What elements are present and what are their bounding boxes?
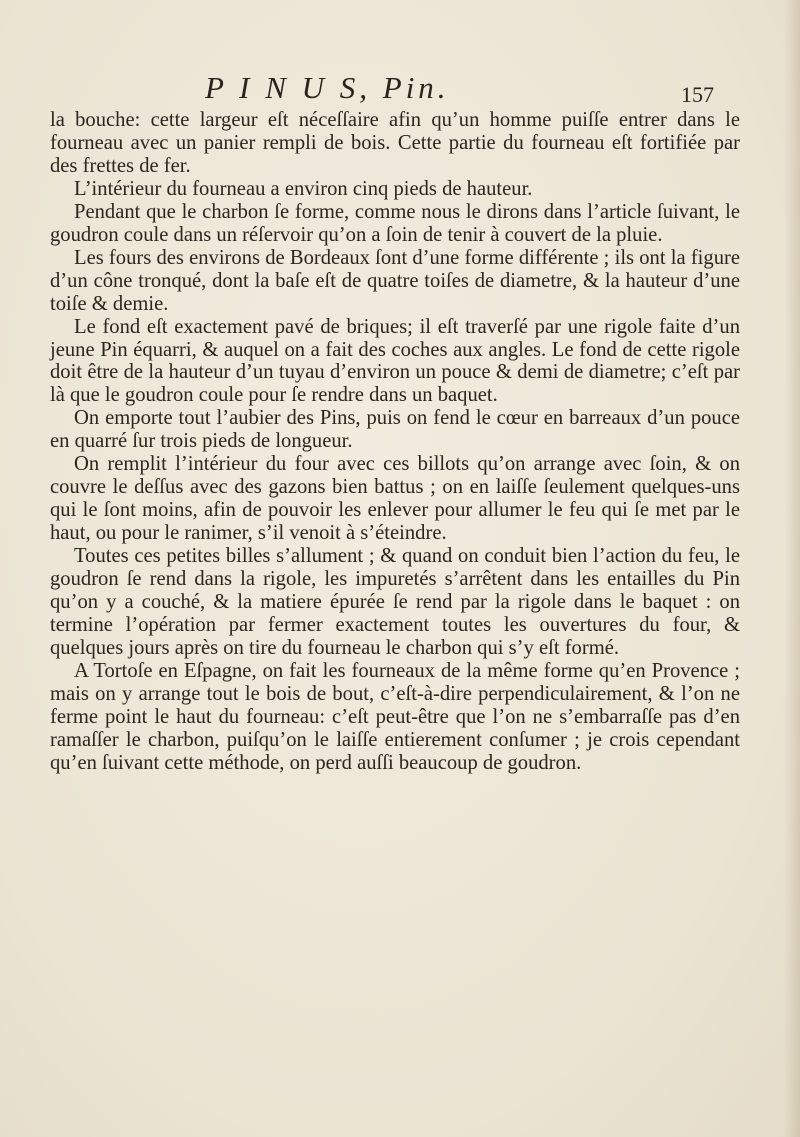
page-edge-shadow (784, 0, 800, 1137)
paragraph-continuation: la bouche: cette largeur eſt néceſſaire afin qu’un homme puiſſe entrer dans le fourneau avec un panier rempli de bois. Cette partie du fourneau eſt fortifiée par des frettes de fer. (50, 109, 740, 177)
paragraph-goudron-reservoir: Pendant que le charbon ſe forme, comme nous le dirons dans l’article ſuivant, le goudron coule dans un réſervoir qu’on a ſoin de tenir à couvert de la pluie. (50, 200, 740, 246)
page-number: 157 (681, 82, 714, 107)
page-header (100, 70, 720, 110)
paragraph-fond-rigole: Le fond eſt exactement pavé de briques; il eſt traverſé par une rigole faite d’un jeune Pin équarri, & auquel on a fait des coches aux angles. Le fond de cette rigole doit être de la hauteur d’un tuyau d’environ un pouce & demi de diametre; c’eſt par là que le goudron coule pour ſe rendre dans un baquet. (50, 315, 740, 407)
paragraph-aubier: On emporte tout l’aubier des Pins, puis on fend le cœur en barreaux d’un pouce en quarré ſur trois pieds de longueur. (50, 407, 740, 453)
paragraph-remplissage: On remplit l’intérieur du four avec ces billots qu’on arrange avec ſoin, & on couvre le deſſus avec des gazons bien battus ; on en laiſſe ſeulement quelques-uns qui le ſont moins, afin de pouvoir les enlever pour allumer le feu qui ſe met par le haut, ou pour le ranimer, s’il venoit à s’éteindre. (50, 453, 740, 545)
body-text (50, 109, 740, 775)
paragraph-bordeaux-fours: Les fours des environs de Bordeaux ſont d’une forme différente ; ils ont la figure d’un cône tronqué, dont la baſe eſt de quatre toiſes de diametre, & la hauteur d’une toiſe & demie. (50, 246, 740, 315)
paragraph-tortose: A Tortoſe en Eſpagne, on fait les fourneaux de la même forme qu’en Provence ; mais on y arrange tout le bois de bout, c’eſt-à-dire perpendiculairement, & l’on ne ferme point le haut du fourneau: c’eſt peut-être que l’on ne s’embarraſſe pas d’en ramaſſer le charbon, puiſqu’on le laiſſe entierement conſumer ; je crois cependant qu’en ſuivant cette méthode, on perd auſſi beaucoup de goudron. (50, 659, 740, 774)
paragraph-billes: Toutes ces petites billes s’allument ; & quand on conduit bien l’action du feu, le goudron ſe rend dans la rigole, les impuretés s’arrêtent dans les entailles du Pin qu’on y a couché, & la matiere épurée ſe rend par la rigole dans le baquet : on termine l’opération par fermer exactement toutes les ouvertures du four, & quelques jours après on tire du fourneau le charbon qui s’y eſt formé. (50, 545, 740, 659)
paragraph-interior-height: L’intérieur du fourneau a environ cinq pieds de hauteur. (74, 177, 533, 200)
running-head: P I N U S, Pin. (205, 70, 450, 105)
